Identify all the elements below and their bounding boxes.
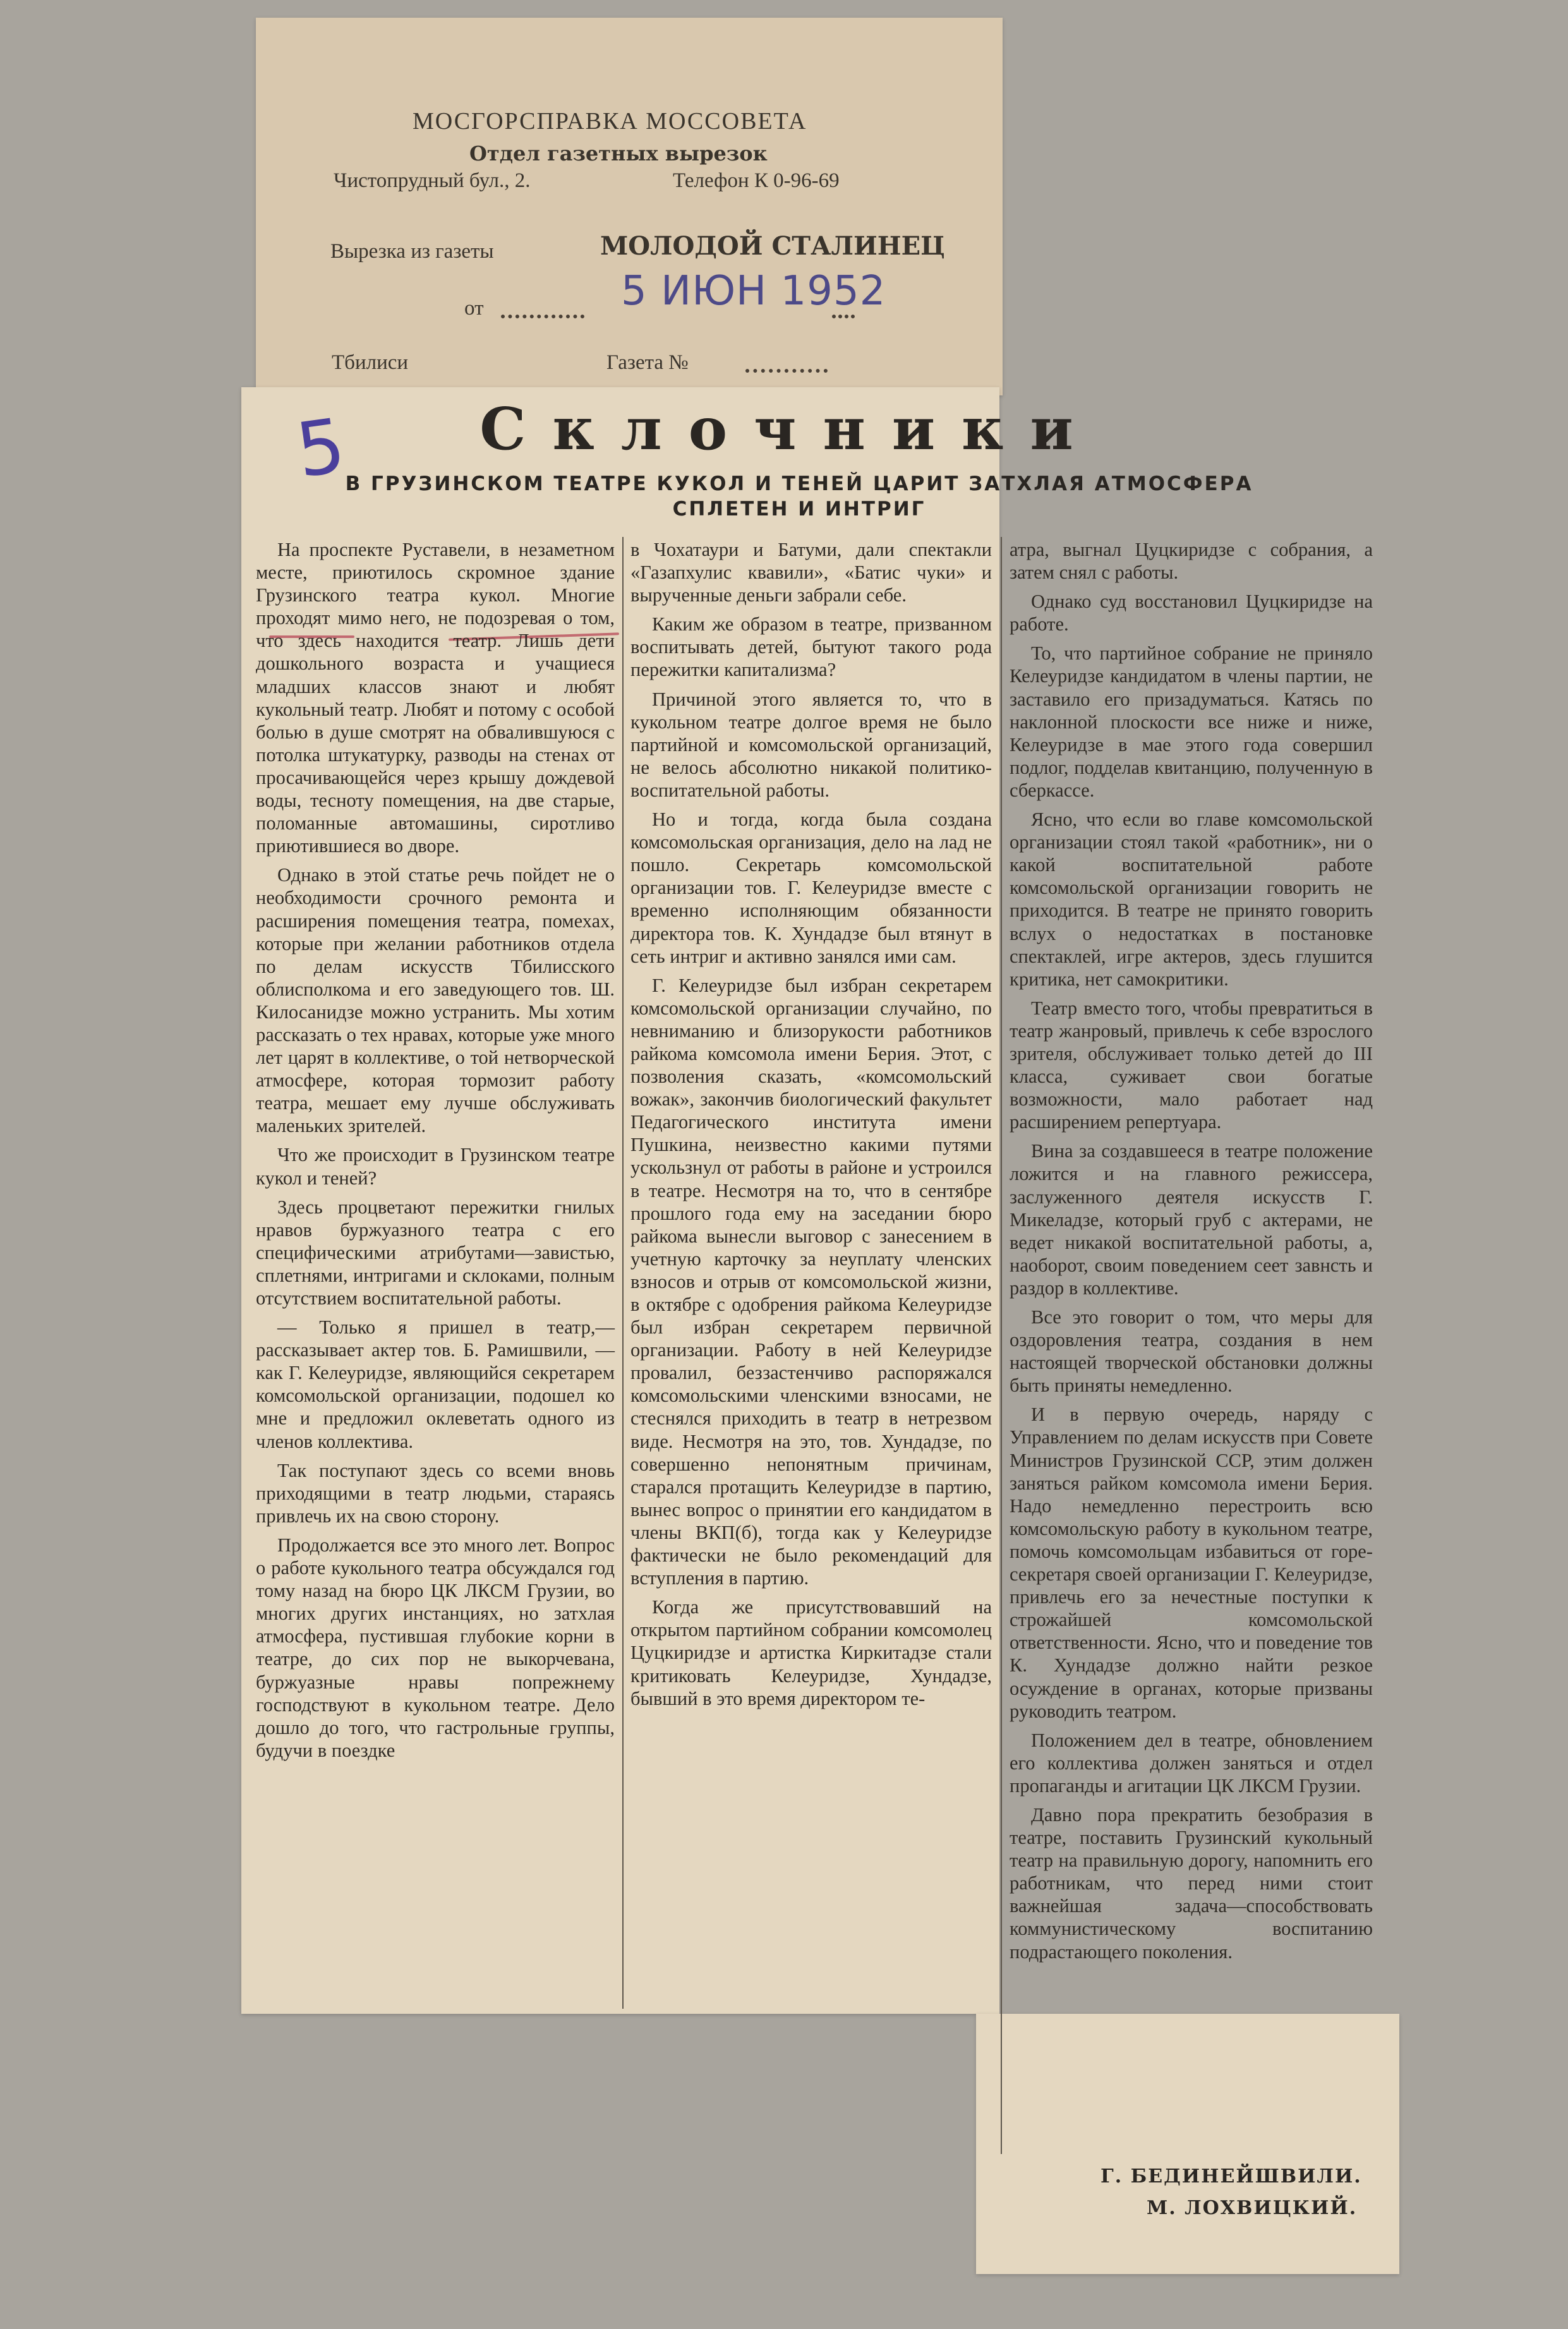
paragraph: атра, выгнал Цуцкиридзе с собрания, а затем снял с работы.: [1010, 539, 1373, 584]
stamp-newspaper: МОЛОДОЙ СТАЛИНЕЦ: [600, 231, 945, 261]
paragraph: Каким же образом в театре, призванном воспитывать детей, бытуют такого рода пережитки капитализма?: [630, 613, 992, 681]
article-headline: Склочники: [479, 395, 1100, 463]
stamp-dept: Отдел газетных вырезок: [469, 141, 768, 165]
paragraph: То, что партийное собрание не приняло Келеуридзе кандидатом в члены партии, не заставило его призадуматься. Катясь по наклонной плоскости все ниже и ниже, Келеуридзе в мае этого года совершил подлог, подделав квитанцию, полученную в сберкассе.: [1010, 642, 1373, 801]
article-column-2: [630, 538, 992, 1716]
article-column-3: [1010, 538, 1373, 1970]
paragraph: Театр вместо того, чтобы превратиться в театр жанровый, привлечь к себе взрослого зрителя, обслуживает только детей до III класса, суживает свои богатые возможности, мало работает над расширением репертуара.: [1010, 997, 1373, 1133]
paragraph: Причиной этого является то, что в кукольном театре долгое время не было партийной и комсомольской организаций, не велось абсолютно никакой политико-воспитательной работы.: [630, 688, 992, 801]
paragraph: Так поступают здесь со всеми вновь приходящими в театр людьми, стараясь привлечь их на свою сторону.: [256, 1459, 615, 1527]
article-column-1: [256, 538, 615, 1768]
paragraph: И в первую очередь, наряду с Управлением по делам искусств при Совете Министров Грузинской ССР, этим должен заняться райком комсомола имени Берия. Надо немедленно перестроить всю комсомольскую работу в кукольном театре, помочь комсомольцам избавиться от горе-секретаря своей организации Г. Келеуридзе, привлечь его за нечестные поступки к строжайшей комсомольской ответственности. Ясно, что и поведение тов К. Хундадзе должно найти резкое осуждение в органах, которые призваны руководить театром.: [1010, 1404, 1373, 1722]
paragraph: Однако в этой статье речь пойдет не о необходимости срочного ремонта и расширения помещения театра, помехах, которые при желании работников отдела по делам искусств Тбилисского облисполкома и его заведующего тов. Ш. Килосанидзе можно устранить. Мы хотим рассказать о тех нравах, которые уже много лет царят в коллективе, о той нетворческой атмосфере, которая тормозит работу театра, мешает ему лучше обслуживать маленьких зрителей.: [256, 864, 615, 1137]
stamp-clip-label: Вырезка из газеты: [330, 240, 494, 263]
paragraph: — Только я пришел в театр,— рассказывает актер тов. Б. Рамишвили, — как Г. Келеуридзе, являющийся секретарем комсомольской организации, подошел ко мне и предложил оклеветать одного из членов коллектива.: [256, 1316, 615, 1452]
author-signature-2: М. ЛОХВИЦКИЙ.: [1147, 2197, 1358, 2219]
paragraph: Давно пора прекратить безобразия в театре, поставить Грузинский кукольный театр на правильную дорогу, напомнить его работникам, что перед ними стоит важнейшая задача—способствовать коммунистическому воспитанию подрастающего поколения.: [1010, 1803, 1373, 1963]
article-subheadline-1: В ГРУЗИНСКОМ ТЕАТРЕ КУКОЛ И ТЕНЕЙ ЦАРИТ ЗАТХЛАЯ АТМОСФЕРА: [345, 472, 1253, 495]
paragraph: Вина за создавшееся в театре положение ложится и на главного режиссера, заслуженного деятеля искусств Г. Микеладзе, который груб с актерами, не ведет никакой воспитательной работы, а, наоборот, своим поведением сеет завнсть и раздор в коллективе.: [1010, 1140, 1373, 1299]
paragraph: Положением дел в театре, обновлением его коллектива должен заняться и отдел пропаганды и агитации ЦК ЛКСМ Грузии.: [1010, 1729, 1373, 1796]
paragraph: Ясно, что если во главе комсомольской организации стоял такой «работник», ни о какой воспитательной работе комсомольской организации говорить не приходится. В театре не принято говорить вслух о недостатках в постановке спектаклей, игре актеров, здесь глушится критика, нет самокритики.: [1010, 809, 1373, 990]
paragraph: Здесь процветают пережитки гнилых нравов буржуазного театра с его специфическими атрибутами—завистью, сплетнями, интригами и склоками, полным отсутствием воспитательной работы.: [256, 1196, 615, 1309]
stamp-org: МОСГОРСПРАВКА МОССОВЕТА: [413, 108, 807, 135]
stamp-city: Тбилиси: [332, 351, 409, 374]
clipping-service-stamp: [256, 18, 1003, 395]
paragraph: Однако суд восстановил Цуцкиридзе на работе.: [1010, 591, 1373, 635]
stamp-date: 5 ИЮН 1952: [621, 268, 886, 315]
column-rule: [1001, 537, 1002, 2154]
paragraph: в Чохатаури и Батуми, дали спектакли «Газапхулис квавили», «Батис чуки» и вырученные деньги забрали себе.: [630, 539, 992, 606]
stamp-from-label: от: [464, 297, 484, 320]
stamp-address: Чистопрудный бул., 2.: [334, 169, 531, 192]
article-subheadline-2: СПЛЕТЕН И ИНТРИГ: [672, 498, 926, 521]
stamp-phone: Телефон К 0-96-69: [673, 169, 840, 192]
column-rule: [622, 537, 624, 2009]
paragraph: Продолжается все это много лет. Вопрос о работе кукольного театра обсуждался год тому назад на бюро ЦК ЛКСМ Грузии, во многих других инстанциях, но затхлая атмосфера, пустившая глубокие корни в театре, до сих пор не выкорчевана, буржуазные нравы попрежнему господствуют в кукольном театре. Дело дошло до того, что гастрольные группы, будучи в поездке: [256, 1534, 615, 1761]
paragraph: Г. Келеуридзе был избран секретарем комсомольской организации случайно, по невниманию и близорукости работников райкома комсомола имени Берия. Этот, с позволения сказать, «комсомольский вожак», закончив биологический факультет Педагогического института имени Пушкина, неизвестно какими путями ускользнул от работы в районе и устроился в театре. Несмотря на то, что в сентябре прошлого года ему на заседании бюро райкома вынесли выговор с занесением в учетную карточку за неуплату членских взносов и отрыв от комсомольской жизни, в октябре с одобрения райкома Келеуридзе был избран секретарем первичной организации. Работу в ней Келеуридзе провалил, беззастенчиво распоряжался комсомольскими членскими взносами, не стеснялся приходить в театр в нетрезвом виде. Несмотря на это, тов. Хундадзе, по совершенно непонятным причинам, старался протащить Келеуридзе в партию, вынес вопрос о принятии его кандидатом в члены ВКП(б), тогда как у Келеуридзе фактически не было рекомендаций для вступления в партию.: [630, 974, 992, 1589]
paragraph: На проспекте Руставели, в незаметном месте, приютилось скромное здание Грузинского театра кукол. Многие проходят мимо него, не подозревая о том, что здесь находится театр. Лишь дети дошкольного возраста и учащиеся младших классов знают и любят кукольный театр. Любят и потому с особой болью в душе смотрят на обвалившуюся с потолка штукатурку, разводы на стенах от просачивающейся через крышу дождевой воды, тесноту помещения, на две старые, поломанные автомашины, сиротливо приютившиеся во дворе.: [256, 539, 615, 857]
newspaper-clipping-tail: [976, 2014, 1399, 2274]
stamp-issue-label: Газета №: [606, 351, 689, 374]
paragraph: Все это говорит о том, что меры для оздоровления театра, создания в нем настоящей творческой обстановки должны быть приняты немедленно.: [1010, 1306, 1373, 1397]
handwritten-number: 5: [291, 401, 351, 495]
paragraph: Когда же присутствовавший на открытом партийном собрании комсомолец Цуцкиридзе и артистка Киркитадзе стали критиковать Келеуридзе, Хундадзе, бывший в это время директором те-: [630, 1596, 992, 1709]
paragraph: Но и тогда, когда была создана комсомольская организация, дело на лад не пошло. Секретарь комсомольской организации тов. Г. Келеуридзе вместе с временно исполняющим обязанности директора тов. К. Хундадзе был втянут в сеть интриг и активно занялся ими сам.: [630, 809, 992, 967]
paragraph: Что же происходит в Грузинском театре кукол и теней?: [256, 1144, 615, 1189]
author-signature-1: Г. БЕДИНЕЙШВИЛИ.: [1101, 2165, 1362, 2188]
